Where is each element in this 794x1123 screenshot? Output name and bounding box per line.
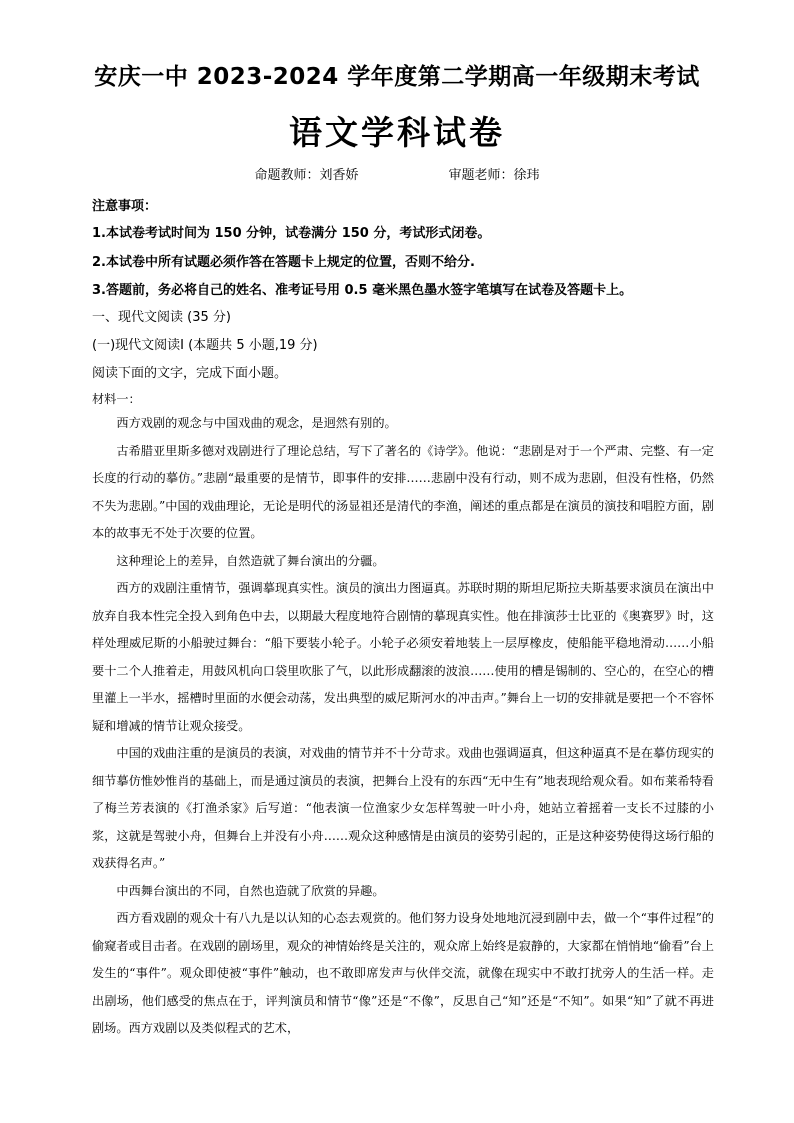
paragraph: 中国的戏曲注重的是演员的表演，对戏曲的情节并不十分苛求。戏曲也强调逼真，但这种逼真不是在摹仿现实的细节摹仿惟妙惟肖的基础上，而是通过演员的表演，把舞台上没有的东西“无中生有”地表现给观众看。如布莱希特看了梅兰芳表演的《打渔杀家》后写道：“他表演一位渔家少女怎样驾驶一叶小舟，她站立着摇着一支长不过膝的小浆，这就是驾驶小舟，但舞台上并没有小舟……观众这种感情是由演员的姿势引起的，正是这种姿势使得这场行船的戏获得名声。”	[92, 746, 714, 870]
subject-title: 语文学科试卷	[289, 113, 505, 152]
paragraph: 西方戏剧的观念与中国戏曲的观念，是迥然有别的。	[116, 416, 397, 430]
notice-item-2: 2.本试卷中所有试题必须作答在答题卡上规定的位置，否则不给分.	[92, 255, 475, 270]
paragraph: 西方看戏剧的观众十有八九是以认知的心态去观赏的。他们努力设身处地地沉浸到剧中去，做一个“事件过程”的偷窥者或目击者。在戏剧的剧场里，观众的神情始终是关注的，观众席上始终是寂静的，大家都在悄悄地“偷看”台上发生的“事件”。观众即使被“事件”触动，也不敢即席发声与伙伴交流，就像在现实中不敢打扰旁人的生活一样。走出剧场，他们感受的焦点在于，评判演员和情节“像”还是“不像”，反思自己“知”还是“不知”。如果“知”了就不再进剧场。西方戏剧以及类似程式的艺术，	[92, 911, 714, 1035]
reviewer-label: 审题老师：徐玮	[448, 168, 540, 183]
paragraph: 中西舞台演出的不同，自然也造就了欣赏的异趣。	[116, 883, 385, 898]
paragraph: 这种理论上的差异，自然造就了舞台演出的分疆。	[116, 553, 385, 568]
section-subtitle: (一)现代文阅读Ⅰ (本题共 5 小题,19 分)	[92, 338, 318, 353]
notice-heading: 注意事项：	[92, 199, 158, 214]
material-label: 材料一：	[92, 392, 141, 406]
passage	[92, 410, 714, 1043]
reading-instruction: 阅读下面的文字，完成下面小题。	[92, 366, 288, 381]
exam-title: 安庆一中 2023-2024 学年度第二学期高一年级期末考试	[94, 64, 700, 90]
setter-label: 命题教师：刘香娇	[254, 168, 359, 183]
paragraph: 西方的戏剧注重情节，强调摹现真实性。演员的演出力图逼真。苏联时期的斯坦尼斯拉夫斯基要求演员在演出中放弃自我本性完全投入到角色中去，以期最大程度地符合剧情的摹现真实性。他在排演莎士比亚的《奥赛罗》时，这样处理威尼斯的小船驶过舞台：“船下要装小轮子。小轮子必须安着地装上一层厚橡皮，使船能平稳地滑动……小船要十二个人推着走，用鼓风机向口袋里吹胀了气，以此形成翻滚的波浪……使用的槽是锡制的、空心的，在空心的槽里灌上一半水，摇槽时里面的水便会动荡，发出典型的威尼斯河水的冲击声。”舞台上一切的安排就是要把一个不容怀疑和增减的情节让观众接受。	[92, 581, 714, 733]
notice-item-1: 1.本试卷考试时间为 150 分钟，试卷满分 150 分，考试形式闭卷。	[92, 226, 491, 241]
paragraph: 古希腊亚里斯多德对戏剧进行了理论总结，写下了著名的《诗学》。他说：“悲剧是对于一个严肃、完整、有一定长度的行动的摹仿。”悲剧“最重要的是情节，即事件的安排……悲剧中没有行动，则不成为悲剧，但没有性格，仍然不失为悲剧。”中国的戏曲理论，无论是明代的汤显祖还是清代的李渔，阐述的重点都是在演员的演技和唱腔方面，剧本的故事无不处于次要的位置。	[92, 443, 714, 540]
notice-item-3: 3.答题前，务必将自己的姓名、准考证号用 0.5 毫米黑色墨水签字笔填写在试卷及答题卡上。	[92, 283, 633, 298]
section-title: 一、现代文阅读 (35 分)	[92, 310, 231, 325]
author-line	[0, 164, 794, 183]
